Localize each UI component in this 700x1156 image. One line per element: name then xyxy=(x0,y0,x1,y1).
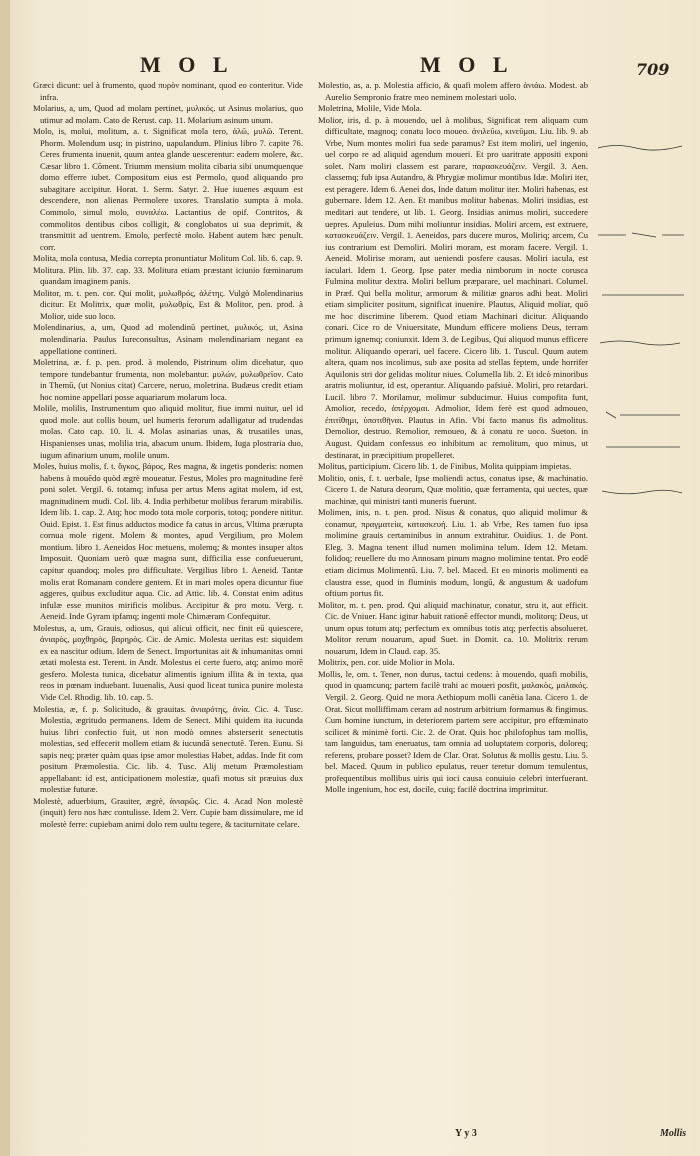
dictionary-entry: Molitus, participium. Cicero lib. 1. de Finibus, Molita quippiam impietas. xyxy=(318,461,572,472)
dictionary-entry: Molior, iris, d. p. à mouendo, uel à molibus, Significat rem aliquam cum difficultate, magnoq; conatu loco moueo. ἀνιλεῦω, κινεῦμαι. Liu. lib. 9. ab Vrbe, Num montes moliri fua sede paramus? Est item moliri, uel ingenio, uel corpo re ad aliquid agendum moueri. Et pro uaritrate appositi exponi solet. Nam moliri classem est parare, παρασκευάζειν. Vergil. 3. Aen. classemq; fub ipsa Autandro, & Phrygiæ molimur montibus Idæ. Moliri iter, est peragere. Idem 6. Aenei dos, Inde datum molitur iter. Moliri habenas, est gubernare. Idem 12. Aen. Et manibus molitur habenas. Moliri insidias, est meditari aut tendere, ut lib. 1. Georg. Insidias animus moliri, succedere uepres. Apuleius. Dum mihi moliuntur insidias. Moliri arcem, est extruere, κατασκευάζειν. Vergil. 1. Aeneidos, pars ducere muros, Moliriq; arcem, Cu ius contrarium est Demoliri. Moliri moram, est moram facere. Vergil. 1. Aeneid. Molirise moram, aut ueniendi posfere causas. Moliri iacula, est iaculari. Idem 1. Georg. Ipse pater media nimborum in nocte corusca Fulmina molitur dextra. Moliri bellum præparare, uel machinari. Columel. in Præf. Qui bella molitur, armorum & militiæ gnaros adhi beat. Moliri etiam simpliciter positum, significat inuenire. Plautus, Aliquid moliar, quō me hoc discrimine liberem. Quod etiam Machinari dicitur. Aliquando conari. Cice ro de Vniuersitate, Mundum efficere moliens Deus, terram primum ignemq; coniunxit. Idem 3. de Legibus, Qui aliquod munus efficere molitur. Aliquando operari, uel facere. Cicero lib. 1. Tuscul. Quum autem altera, quam nos incolimus, sub axe posita ad stellas feptem, unde horrifer Aquilonis stri dor gelidas molitur niues. Columella lib. 2. Et idcò minoribus aratris moliuntur, id est, operantur. Aliquando pafsiuè. Moliri, pro retardari. Lucil. libro 7. Morilamur, molimur subducimur. Huius compofita funt, Amolior, recedo, ἀπέρχομαι. Admolior, Idem ferè est quod admoueo, ἐπιτίθημι, ὑποτιθῆναι. Plautus in Afin. Vbi facto manus fis admolitus. Demolior, destruo. Remolior, remoueo, & à conatu re uoco. Sueton. in August. Quidam confessus eo inhibitum ac remolitum, quo minus, ut destinarat, in præcipitium propelleret. xyxy=(318,114,588,460)
marginal-annotation-mark xyxy=(596,230,686,240)
dictionary-entry: Molo, is, molui, molitum, a. t. Significat mola tero, ἀλῶ, μυλῶ. Terent. Phorm. Molendum usq; in pistrino, uapulandum. Plinius libro 7. capite 76. Ceres frumenta inuenit, quum antea glande uescerentur: eadem molere, &c. Cæsar libro 1. Cõment. Triumm mensium molita cibaria sibi unumquenque domo efferre iubet. Compositum eius est Permolo, quod aliquando pro subagitare accipitur. Horat. 1. Serm. Satyr. 2. Hue iuuenes æquum est descendere, non alienas Permolere uxores. Translatio sumpta à mola. Commolo, simul molo, συναλέω. Lactantius de opif. Contritos, & commolitos dentibus cibos colligit, & conglobatos ui sua deprimit, & transmittit ad uentrem. Emolo, perfectè molo. Habent autem hæc penult. corr. xyxy=(33,126,303,252)
dictionary-entry: Molarius, a, um, Quod ad molam pertinet, μυλικός. ut Asinus molarius, quo utimur ad molam. Cato de Rerust. cap. 11. Molarium asinum unum. xyxy=(33,103,303,125)
marginal-annotation-mark xyxy=(596,142,686,152)
dictionary-entry: Moletrina, æ. f. p. pen. prod. à molendo, Pistrinum olim dicebatur, quo tempore tundebantur frumenta, non molebantur. μυλών, μυλωθρεῖον. Cato in Themū, (ut Nonius citat) Carcere, neruo, moletrina. Budæus credit etiam hoc nomine appellari posse aquariarum molarum loca. xyxy=(33,357,303,402)
page-spine-shadow xyxy=(0,0,10,1156)
marginal-annotation-mark xyxy=(596,442,686,452)
marginal-annotation-mark xyxy=(596,338,686,348)
marginal-annotation-mark xyxy=(596,410,686,420)
dictionary-entry: Molitor, m. t. pen. prod. Qui aliquid machinatur, conatur, stru it, aut efficit. Cic. de Vniuer. Hanc igitur habuit rationē effector mundi, molitorq; Deus, ut unum opus totum atq; perfectum ex omnibus totis atq; perfectis absolueret. Molitor rerum nouarum, apud Suet. in Domit. ca. 10. Molitrix rerum nouarum, Idem in Claud. cap. 35. xyxy=(318,599,588,656)
dictionary-entry: Molestus, a, um, Grauis, odiosus, qui alicui officit, nec finit eū quiescere, ἀνιαρὸς, μοχθηρὸς, βαρηρὸς. Cic. de Amic. Molesta ueritas est: siquidem ex ea nascitur odium. Idem de Senect. Importunitas ait & inhumanitas omni ætati molesta est. Terent. in Andr. Molestus ei certe fuero, atq; animo morē gesfero. Molesta tunica, dicebatur alimentis ignium illita & in texta, qua reos in pœnam induebant. Iuuenalis, Ausi quod liceat tunica punire molesta Vide Cel. Rhodig. lib. 10. cap. 5. xyxy=(33,622,303,702)
dictionary-entry: Moles, huius molis, f. t. ὄγκος, βάρος, Res magna, & ingetis ponderis: nomen habens à mouēdo quòd ægrè moueatur. Festus, Moles pro magnitudine ferè poni solet. Vergil. 6. totamq; infusa per artus Mens agitat molem, id est, magnitudinem mudi. Col. lib. 4. India perhibetur molibus ferarum mirabilis. Idem lib. 1. cap. 2. Atq; hoc modo tota mole corporis, totoq; pondere nititur. Ouid. Epist. 1. Est finus adductos modice fa catus in arcus, Vltima prærupta cornua mole rigent. Molem & montes, apud Vergilium, pro Molem montium. libro 1. Aeneidos Hoc metuens, molemq; & montes insuper altos Imposuit. Quoniam uerò quæ magna sunt, difficilia esse confueuerunt, capitur quandoq; moles pro difficultate. Vergilius libro 1. Aeneid. Tantæ molis erat Romanam condere gentem. Et in mari moles opera dicuntur fiue aggeres, quibus excluditur aqua. Cic. ad Attic. lib. 4. Constat enim aditus infulæ esse munitos mirificis molibus. Accipitur & pro motu. Verg. r. Aeneid. Inde Gyram ipfamq; ingenti mole Chimæram Confequitur. xyxy=(33,461,303,622)
page-number: 709 xyxy=(636,60,670,79)
running-head-left: M O L xyxy=(140,52,234,77)
dictionary-entry: Molimen, inis, n. t. pen. prod. Nisus & conatus, quo aliquid molimur & conamur, πραγματεία, κατασκευή. Liu. 1. ab Vrbe, Res tamen fuo ipsa molimine grauis certaminibus in annum extrahitur. Ouidius. 1. de Pont. Eleg. 3. Magna tenent illud numen molimina telum. Idem 12. Metam. folidoq; reuellere du mo Annosam pinum magno molimine tentat. Pro eodē etiam dicimus Molimentū. Liu. 7. bel. Maced. Et eo minoris molimenti ea claustra esse, quod in fluminis modum, longū, & angustum & uadofum oftium portus fit. xyxy=(318,507,588,599)
dictionary-entry: Mollis, le, om. t. Tener, non durus, tactui cedens: à mouendo, quafi mobilis, quod in quamcunq; partem facilè trahi ac moueri posfit, μαλακὸς, μαλακός. Vergil. 2. Georg. Quid ne mora Aethiopum molli canētia lana. Cicero 1. de Orat. Sicut molliffimam ceram ad nostrum arbitrium formamus & fingimus. Cum homine iunctum, in deteriorem partem sere accipitur, pro effœminato scilicet & minimè forti. Cic. 2. de Orat. Quis hoc philofophus tam mollis, tam languidus, tam eneruatus, tam omnia ad uoluptatem corporis, doloreq; referens, probare posset? Idem de Clar. Orat. Solutus & mollis gestu. Liu. 5. bel. Maced. Quum in publico epulatus, reuer teretur domum temulentus, profequentibus mollibus uiris qui ioci causa conuiuio celebri interfuerant. Molle ingenium, hoc est, docile, cuiq; facilè doctrina imprimitur. xyxy=(318,668,588,795)
dictionary-entry: Græci dicunt: uel à frumento, quod πυρὸν nominant, quod eo conteritur. Vide infra. xyxy=(33,80,303,102)
dictionary-entry: Moletrina, Molile, Vide Mola. xyxy=(318,103,422,114)
dictionary-entry: Molitrix, pen. cor. uide Molior in Mola. xyxy=(318,657,455,668)
dictionary-entry: Molile, molilis, Instrumentum quo aliquid molitur, fiue immi nuitur, uel id quod mole. aut collis boum, uel humeris ferorum adalligatur ad trudendas molas. Cato cap. 10. li. 4. Molas asinarias unas, & trusatiles unas, Hispanienses unas, molilia tria, abacum unum. Ibidem, Iuga plostraria duo, iugum afinarium unum, molile unum. xyxy=(33,403,303,460)
dictionary-entry: Molita, mola contusa, Media correpta pronuntiatur Molitum Col. lib. 6. cap. 9. xyxy=(33,253,303,264)
catchword: Mollis xyxy=(660,1128,687,1139)
dictionary-entry: Molestè, aduerbium, Grauiter, ægrè, ἀνιαρῶς. Cic. 4. Acad Non molestè (inquit) fero nos hæc contulisse. Idem 2. Verr. Cupie bam dissimulare, me id molestè ferre: cupiebam animi dolo rem uultu tegere, & taciturnitate celare. xyxy=(33,795,303,829)
marginal-annotation-mark xyxy=(596,290,686,300)
dictionary-entry: Molitura. Plin. lib. 37. cap. 33. Molitura etiam præstant iciunio fœminarum quandam imaginem panis. xyxy=(33,264,303,287)
right-text-column xyxy=(318,80,588,796)
dictionary-entry: Molitio, onis, f. t. uerbale, Ipse moliendi actus, conatus ipse, & machinatio. Cicero 1. de Natura deorum, Quæ molitio, quæ ferramenta, qui uectes, quæ machinæ, qui ministri tanti muneris fuerunt. xyxy=(318,472,588,506)
signature-mark: Y y 3 xyxy=(455,1128,477,1139)
dictionary-entry: Molestia, æ, f. p. Solicitudo, & grauitas. ἀνιαρότης, ἀνία. Cic. 4. Tusc. Molestia, ægritudo permanens. Idem de Senect. Mihi quidem ita iucunda huius libri confectio fuit, ut non modò omnes absterserit senectutis molestias, sed effecerit mollem etiam & iucundā senectutē. Teren. Eunu. Si sapis neq; præter quàm quas ipse amor molestias Habet, addas. Inde fit com positum Præmolestia. Cic. lib. 4. Tusc. Alij metum Præmolestiam appellabant: id est, anticipationem molestiæ, quafi motus sit præuius dux molestiæ futuræ. xyxy=(33,703,303,795)
left-text-column xyxy=(33,80,303,831)
dictionary-entry: Molestio, as, a. p. Molestia afficio, & quafi molem affero ἀνιάω. Modest. ab Aurelio Sempronio fratre meo neminem molestari uolo. xyxy=(318,80,588,102)
dictionary-entry: Molitor, m. t. pen. cor. Qui molit, μυλωθρός, ἀλέτης. Vulgò Molendinarius dicitur. Et Molitrix, quæ molit, μυλωθρίς, Est & Molitor, pen. prod. à Molior, uide suo loco. xyxy=(33,287,303,321)
marginal-annotation-mark xyxy=(596,488,686,498)
running-head-right: M O L xyxy=(420,52,514,77)
dictionary-entry: Molendinarius, a, um, Quod ad molendinū pertinet, μυλικός. ut, Asina molendinaria. Paulus Iureconsultus, Asinam molendinariam negant ea appellatione contineri. xyxy=(33,322,303,356)
